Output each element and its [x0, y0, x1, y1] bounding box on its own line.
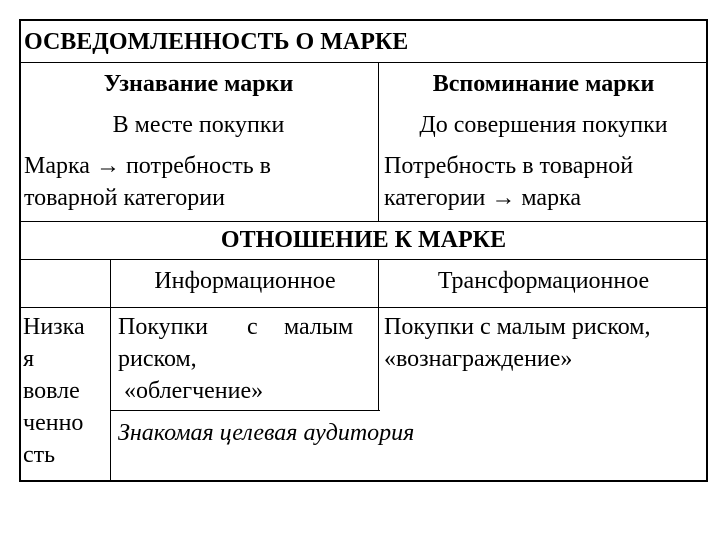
transformational-cell-line: Покупки с малым риском,: [384, 314, 651, 340]
informational-cell-word: малым: [284, 314, 354, 340]
recognition-moment: В месте покупки: [112, 112, 285, 138]
involvement-label-part: я: [23, 346, 35, 372]
informational-cell-line: риском,: [118, 346, 197, 372]
involvement-label-part: сть: [23, 442, 56, 468]
informational-header: Информационное: [154, 268, 336, 294]
informational-cell-line: «облегчение»: [124, 378, 264, 404]
row-divider: [20, 307, 707, 308]
transformational-cell-line: «вознаграждение»: [384, 346, 573, 372]
column-divider: [378, 62, 379, 221]
involvement-label-part: вовле: [23, 378, 80, 404]
row-divider: [20, 221, 707, 222]
row-divider: [20, 62, 707, 63]
transformational-header: Трансформационное: [437, 268, 650, 294]
recognition-sequence-line2: товарной категории: [24, 185, 225, 211]
informational-cell-word: с: [247, 314, 258, 340]
row-divider: [110, 410, 380, 411]
recall-moment: До совершения покупки: [419, 112, 668, 138]
target-audience: Знакомая целевая аудитория: [118, 420, 415, 446]
column-divider: [110, 259, 111, 481]
recognition-sequence-line1: Марка → потребность в: [24, 153, 271, 179]
recognition-header: Узнавание марки: [103, 71, 294, 97]
involvement-label-part: Низка: [23, 314, 85, 340]
row-divider: [20, 259, 707, 260]
informational-cell-word: Покупки: [118, 314, 208, 340]
recall-header: Вспоминание марки: [432, 71, 655, 97]
column-divider: [378, 259, 379, 411]
involvement-label-part: ченно: [23, 410, 84, 436]
table-title: ОСВЕДОМЛЕННОСТЬ О МАРКЕ: [24, 29, 409, 55]
recall-sequence-line2: категории → марка: [384, 185, 582, 211]
recall-sequence-line1: Потребность в товарной: [384, 153, 634, 179]
attitude-header: ОТНОШЕНИЕ К МАРКЕ: [220, 227, 507, 253]
